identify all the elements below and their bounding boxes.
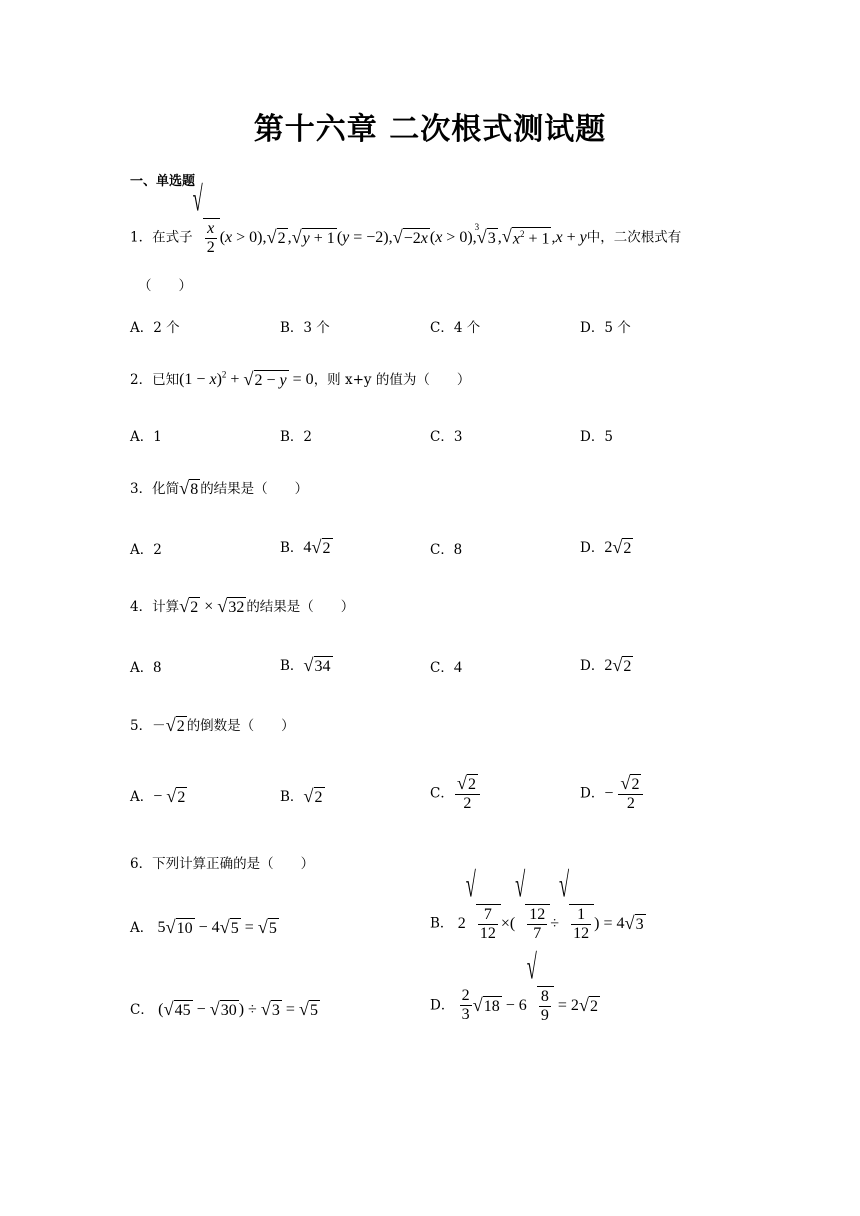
option-c[interactable]: C． √ 2 2	[430, 774, 481, 814]
option-d[interactable]: D．5	[580, 429, 613, 445]
section-heading: 一、单选题	[130, 174, 196, 189]
question-1-expression: √ $\frac{x}{2}$ (x > 0), √ 2 , √ y + 1 (y = −2), √ −2x (x > 0), 3 √ 3 , √ $x^2 + 1$ ,x + y	[192, 180, 587, 257]
question-4	[130, 595, 354, 617]
answer-blank: （ ）	[138, 278, 192, 294]
question-lead: 下列计算正确的是（ ）	[152, 856, 315, 872]
option-b[interactable]: B． 2 √ $\frac{7}{12}$ ×( √ $\frac{12}{7}$ ÷ √ $\frac{1}{12}$ ) = 4 √ 3	[430, 866, 644, 943]
question-number: 2．	[130, 372, 153, 388]
option-b[interactable]: B． √ 2	[280, 786, 323, 807]
option-b[interactable]: B．2	[280, 429, 313, 445]
question-lead: 已知	[152, 372, 180, 388]
question-5	[130, 714, 295, 736]
question-tail: 的倒数是（ ）	[186, 718, 295, 734]
question-6	[130, 852, 314, 872]
question-lead: －	[152, 718, 166, 734]
question-number: 6．	[130, 856, 153, 872]
question-2-expression: $(1 - x)^2$ + √ 2 − y = 0	[179, 369, 314, 390]
question-3-expression: √ 8	[179, 478, 199, 499]
option-c[interactable]: C．4	[430, 659, 462, 676]
option-a[interactable]: A． 5 √ 10 − 4 √ 5 = √ 5	[130, 917, 277, 938]
option-a[interactable]: A．− √ 2	[130, 786, 186, 807]
page-title: 第十六章 二次根式测试题	[253, 112, 607, 147]
question-number: 4．	[130, 599, 153, 615]
question-tail: 的结果是（ ）	[246, 599, 355, 615]
question-2	[130, 368, 470, 390]
question-tail: ，则 x+y 的值为（ ）	[313, 372, 471, 388]
option-a[interactable]: A．2	[130, 542, 162, 558]
question-number: 5．	[130, 718, 153, 734]
question-tail: 的结果是（ ）	[200, 481, 309, 497]
option-c[interactable]: C．8	[430, 541, 462, 558]
option-d[interactable]: D．2 √ 2	[580, 655, 632, 676]
option-a[interactable]: A．8	[130, 659, 162, 676]
option-b[interactable]: B．3 个	[280, 320, 330, 336]
option-d[interactable]: D．− √ 2 2	[580, 774, 644, 814]
question-lead: 计算	[152, 599, 180, 615]
question-lead: 在式子	[152, 229, 193, 246]
option-b[interactable]: B．4 √ 2	[280, 537, 331, 558]
option-d[interactable]: D．5 个	[580, 320, 631, 336]
option-d[interactable]: D．2 √ 2	[580, 537, 632, 558]
question-5-expression: √ 2	[165, 715, 185, 736]
option-c[interactable]: C．3	[430, 429, 463, 445]
question-number: 3．	[130, 481, 153, 497]
option-a[interactable]: A．2 个	[130, 320, 180, 336]
option-c[interactable]: C． ( √ 45 − √ 30 ) ÷ √ 3 = √ 5	[130, 999, 319, 1020]
option-a[interactable]: A．1	[130, 429, 162, 445]
question-3	[130, 477, 308, 499]
option-b[interactable]: B． √ 34	[280, 655, 331, 676]
question-4-expression: √ 2 × √ 32	[179, 596, 245, 617]
option-d[interactable]: D． $\frac{2}{3}$ √ 18 − 6 √ $\frac{8}{9}$ = 2 √ 2	[430, 948, 598, 1025]
question-number: 1．	[130, 229, 153, 246]
question-tail: 中，二次根式有	[586, 229, 682, 246]
option-c[interactable]: C．4 个	[430, 320, 481, 336]
question-lead: 化简	[152, 481, 180, 497]
